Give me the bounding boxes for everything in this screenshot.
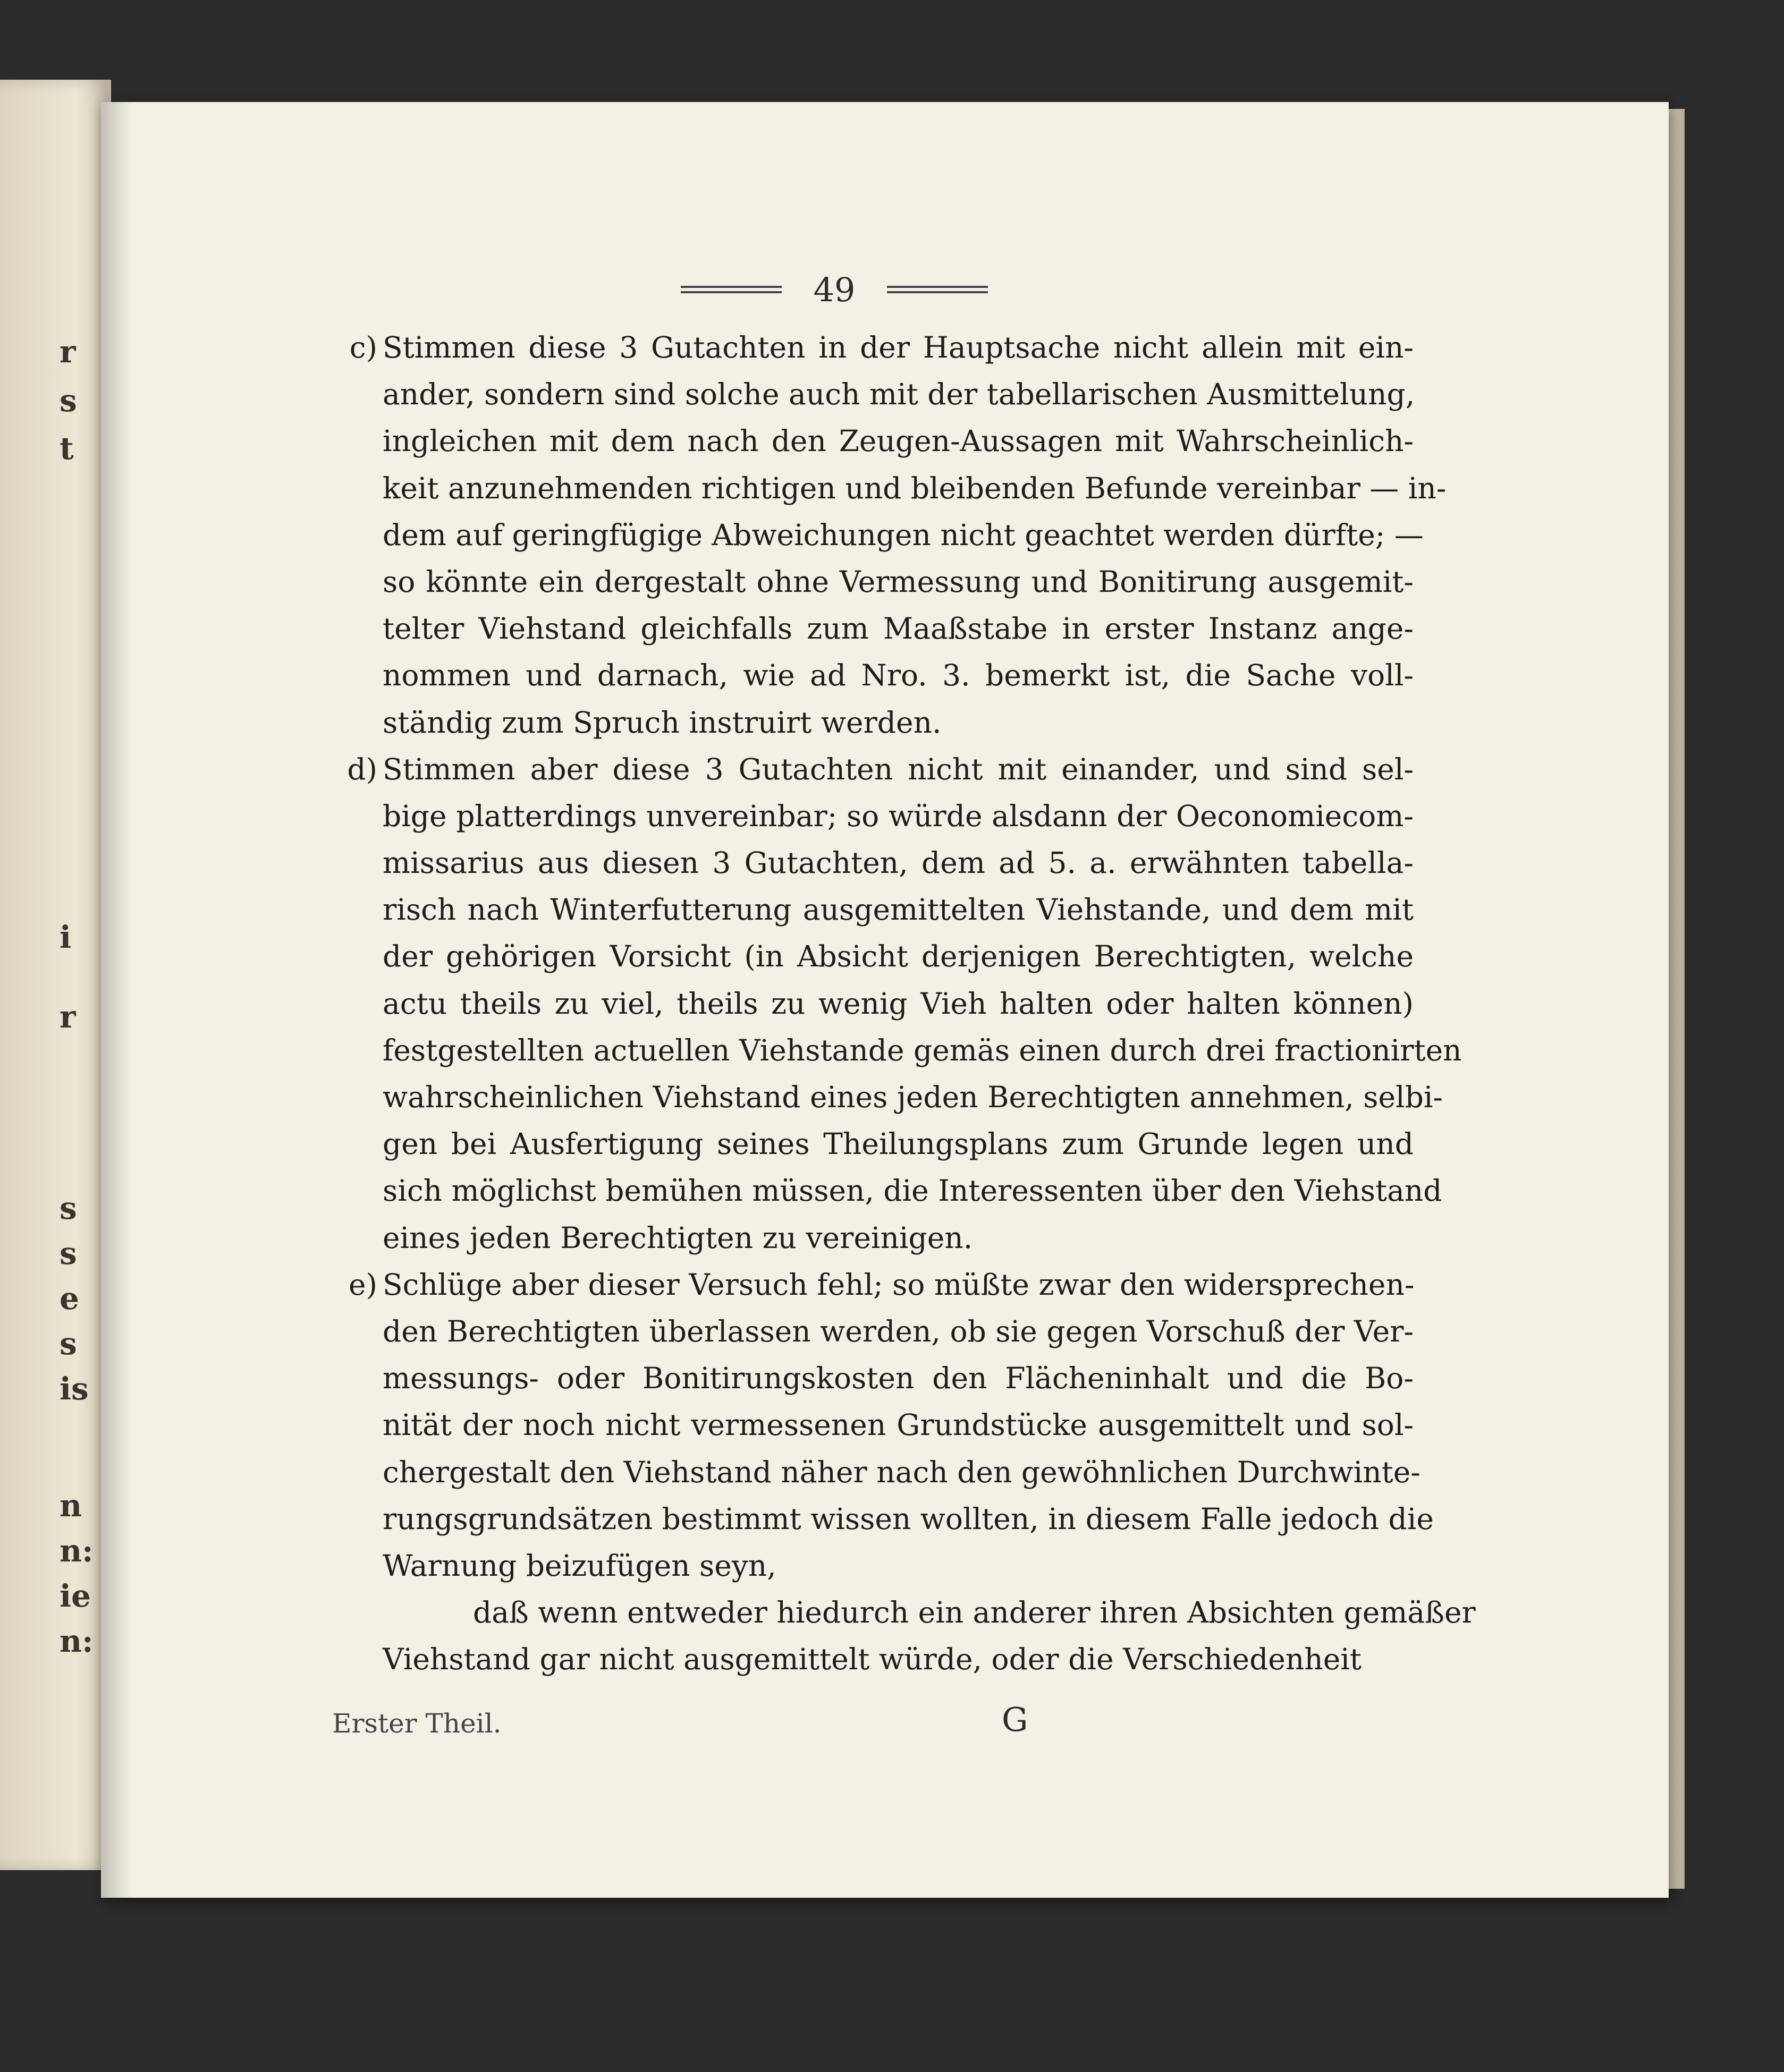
left-page-fragment: r <box>60 999 76 1035</box>
left-page-fragment: r <box>60 334 76 370</box>
header-rule-left <box>681 286 782 293</box>
page-text-body <box>347 324 1476 1683</box>
text-line: gen bei Ausfertigung seines Theilungsplans zum Grunde legen und <box>383 1127 1414 1161</box>
left-page-fragment: s <box>60 1190 77 1226</box>
text-line: rungsgrundsätzen bestimmt wissen wollten, in diesem Falle jedoch die <box>383 1501 1434 1536</box>
text-line: festgestellten actuellen Viehstande gemäs einen durch drei fractionirten <box>383 1033 1462 1067</box>
page-edge <box>1669 109 1685 1889</box>
signature-line: Erster Theil. <box>332 1708 502 1739</box>
text-line: keit anzunehmenden richtigen und bleibenden Befunde vereinbar — in- <box>383 471 1447 505</box>
text-line: nität der noch nicht vermessenen Grundstücke ausgemittelt und sol- <box>383 1408 1414 1442</box>
signature-mark: G <box>1002 1700 1028 1739</box>
paragraph <box>383 1589 1476 1683</box>
left-page-fragment: e <box>60 1280 79 1317</box>
text-line: ingleichen mit dem nach den Zeugen-Aussagen mit Wahrscheinlich- <box>383 424 1414 458</box>
left-facing-page <box>0 80 111 1870</box>
left-page-fragment: n <box>60 1488 82 1524</box>
text-line: actu theils zu viel, theils zu wenig Vieh halten oder halten können) <box>383 986 1414 1021</box>
paragraph <box>349 324 1447 746</box>
text-line: eines jeden Berechtigten zu vereinigen. <box>383 1220 973 1255</box>
text-line: chergestalt den Viehstand näher nach den gewöhnlichen Durchwinte- <box>383 1455 1421 1489</box>
text-line: Stimmen diese 3 Gutachten in der Hauptsache nicht allein mit ein- <box>383 330 1414 364</box>
text-line: dem auf geringfügige Abweichungen nicht geachtet werden dürfte; — <box>383 517 1424 552</box>
text-line: bige platterdings unvereinbar; so würde alsdann der Oeconomiecom- <box>383 799 1414 833</box>
left-page-fragment: s <box>60 1326 77 1362</box>
text-line: daß wenn entweder hiedurch ein anderer ihren Absichten gemäßer <box>473 1595 1476 1630</box>
text-line: ander, sondern sind solche auch mit der tabellarischen Ausmittelung, <box>383 377 1415 412</box>
paragraph-label: d) <box>347 752 377 786</box>
left-page-fragment: ie <box>60 1578 91 1614</box>
text-line: Viehstand gar nicht ausgemittelt würde, oder die Verschiedenheit <box>383 1642 1362 1677</box>
text-line: Stimmen aber diese 3 Gutachten nicht mit einander, und sind sel- <box>383 752 1414 786</box>
text-line: telter Viehstand gleichfalls zum Maaßstabe in erster Instanz ange- <box>383 612 1414 646</box>
left-page-fragment: s <box>60 1235 77 1271</box>
page-header <box>675 268 994 311</box>
paragraph-label: e) <box>348 1267 377 1302</box>
left-page-fragment: s <box>60 383 77 419</box>
text-line: der gehörigen Vorsicht (in Absicht derjenigen Berechtigten, welche <box>383 939 1414 974</box>
left-page-fragment: is <box>60 1371 89 1407</box>
text-line: missarius aus diesen 3 Gutachten, dem ad 5. a. erwähnten tabella- <box>383 846 1414 880</box>
text-line: messungs- oder Bonitirungskosten den Flächeninhalt und die Bo- <box>383 1361 1414 1396</box>
header-rule-right <box>887 286 988 293</box>
text-line: ständig zum Spruch instruirt werden. <box>383 705 942 740</box>
page-gutter-shadow <box>101 102 133 1898</box>
text-line: wahrscheinlichen Viehstand eines jeden Berechtigten annehmen, selbi- <box>383 1080 1443 1114</box>
page-number: 49 <box>813 270 856 309</box>
text-line: risch nach Winterfutterung ausgemittelten Viehstande, und dem mit <box>383 893 1414 927</box>
left-page-fragment: t <box>60 430 74 466</box>
paragraph <box>348 1261 1434 1589</box>
left-page-fragment: i <box>60 919 72 955</box>
paragraph-label: c) <box>349 330 377 364</box>
text-line: den Berechtigten überlassen werden, ob sie gegen Vorschuß der Ver- <box>383 1314 1414 1348</box>
left-page-fragment: n: <box>60 1623 94 1659</box>
text-line: so könnte ein dergestalt ohne Vermessung und Bonitirung ausgemit- <box>383 564 1414 599</box>
left-page-fragment: n: <box>60 1533 94 1569</box>
paragraph <box>347 746 1462 1261</box>
text-line: nommen und darnach, wie ad Nro. 3. bemerkt ist, die Sache voll- <box>383 658 1414 693</box>
text-line: Schlüge aber dieser Versuch fehl; so müßte zwar den widersprechen- <box>383 1267 1415 1302</box>
text-line: Warnung beizufügen seyn, <box>383 1548 776 1583</box>
text-line: sich möglichst bemühen müssen, die Interessenten über den Viehstand <box>383 1174 1442 1208</box>
